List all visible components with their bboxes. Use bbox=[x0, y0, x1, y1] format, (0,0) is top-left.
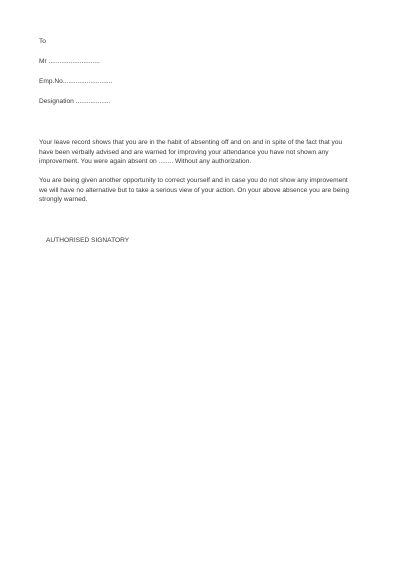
authorised-signatory: AUTHORISED SIGNATORY bbox=[46, 237, 130, 244]
warning-paragraph bbox=[39, 176, 369, 205]
employee-number-field: Emp.No........................... bbox=[39, 78, 113, 85]
leave-record-paragraph bbox=[39, 138, 369, 167]
paragraph-line: Your leave record shows that you are in the habit of absenting off and on and in spite of the fact that you bbox=[39, 139, 343, 146]
paragraph-line: we will have no alternative but to take a serious view of your action. On your above absence you are being bbox=[39, 186, 350, 194]
paragraph-line: have been verbally advised and are warned for improving your attendance you have not shown any bbox=[39, 148, 329, 156]
paragraph-line: strongly warned. bbox=[39, 196, 88, 204]
designation-field: Designation ................... bbox=[39, 98, 111, 105]
paragraph-line: You are being given another opportunity to correct yourself and in case you do not show any improvement bbox=[39, 177, 348, 184]
paragraph-line: improvement. You were again absent on ........ Without any authorization. bbox=[39, 158, 252, 166]
to-label: To bbox=[39, 38, 46, 45]
recipient-name-field: Mr ............................ bbox=[39, 58, 100, 65]
